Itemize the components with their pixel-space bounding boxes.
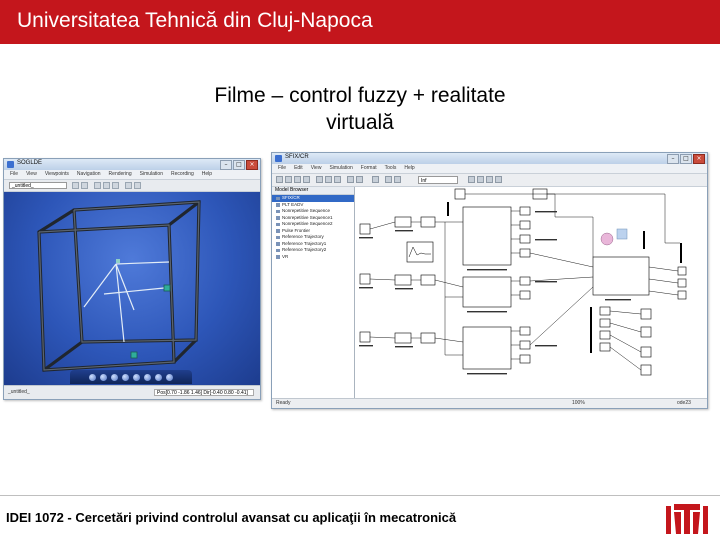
vr-status-left: _untitled_ <box>8 389 30 395</box>
university-logo-icon <box>664 502 710 536</box>
browser-item[interactable]: PLT EADV <box>272 202 354 209</box>
maximize-icon[interactable]: □ <box>680 154 692 164</box>
nav-button-icon[interactable] <box>166 374 173 381</box>
nav-button-icon[interactable] <box>144 374 151 381</box>
browser-item[interactable]: VR <box>272 254 354 261</box>
browser-icon[interactable] <box>495 176 502 183</box>
vr-status-bar <box>4 385 260 399</box>
maximize-icon[interactable]: □ <box>233 160 245 170</box>
menu-help[interactable]: Help <box>201 171 213 177</box>
status-zoom: 100% <box>572 400 585 406</box>
header-title: Universitatea Tehnică din Cluj-Napoca <box>17 9 373 32</box>
stop-icon[interactable] <box>394 176 401 183</box>
menu-simulation[interactable]: Simulation <box>139 171 163 177</box>
slide-title-line2: virtuală <box>326 111 394 134</box>
undo-icon[interactable] <box>347 176 354 183</box>
cut-icon[interactable] <box>316 176 323 183</box>
app-icon <box>275 155 282 162</box>
vr-position-readout: Pos[0.70 -1.86 1.46] Dir[-0.40 0.80 -0.41] <box>154 389 254 396</box>
menu-simulation[interactable]: Simulation <box>329 165 353 171</box>
simulink-title-bar[interactable] <box>272 153 707 164</box>
paste-icon[interactable] <box>334 176 341 183</box>
simulink-window[interactable] <box>271 152 708 409</box>
vr-title-bar[interactable] <box>4 159 260 170</box>
app-icon <box>7 161 14 168</box>
vr-viewer-window[interactable] <box>3 158 261 400</box>
open-icon[interactable] <box>285 176 292 183</box>
menu-view[interactable]: View <box>310 165 322 171</box>
menu-recording[interactable]: Recording <box>170 171 194 177</box>
model-browser[interactable] <box>272 187 355 399</box>
gantry-frame-3d <box>4 192 260 385</box>
menu-viewpoints[interactable]: Viewpoints <box>44 171 69 177</box>
nav-button-icon[interactable] <box>89 374 96 381</box>
simulink-toolbar <box>272 174 707 187</box>
menu-view[interactable]: View <box>26 171 37 177</box>
navigation-panel[interactable] <box>70 370 192 384</box>
rotate-icon[interactable] <box>103 182 110 189</box>
browser-item[interactable]: Reference Trajectory1 <box>272 241 354 248</box>
header-bar <box>0 0 720 44</box>
minimize-icon[interactable]: – <box>667 154 679 164</box>
debug-icon[interactable] <box>477 176 484 183</box>
menu-rendering[interactable]: Rendering <box>108 171 132 177</box>
close-icon[interactable]: × <box>246 160 258 170</box>
nav-button-icon[interactable] <box>111 374 118 381</box>
redo-icon[interactable] <box>356 176 363 183</box>
menu-format[interactable]: Format <box>360 165 377 171</box>
vr-window-title: SOGLDE <box>17 160 43 166</box>
nav-button-icon[interactable] <box>155 374 162 381</box>
simulink-menu-bar <box>272 164 707 174</box>
pan-icon[interactable] <box>112 182 119 189</box>
build-icon[interactable] <box>468 176 475 183</box>
menu-edit[interactable]: Edit <box>294 165 303 171</box>
footer-text: IDEI 1072 - Cercetări privind controlul avansat cu aplicaţii în mecatronică <box>6 510 457 525</box>
nav-button-icon[interactable] <box>122 374 129 381</box>
zoom-icon[interactable] <box>94 182 101 189</box>
model-browser-header: Model Browser <box>272 187 354 195</box>
menu-file[interactable]: File <box>278 165 287 171</box>
snapshot-icon[interactable] <box>134 182 141 189</box>
browser-item[interactable]: Nonrepetitive Sequence <box>272 208 354 215</box>
simulink-window-title: SFIX/CR <box>285 154 309 160</box>
record-icon[interactable] <box>125 182 132 189</box>
simulink-block-diagram <box>355 187 707 399</box>
browser-item[interactable]: Nonrepetitive Sequence2 <box>272 221 354 228</box>
nav-button-icon[interactable] <box>100 374 107 381</box>
explorer-icon[interactable] <box>486 176 493 183</box>
vr-scene[interactable] <box>4 192 260 385</box>
minimize-icon[interactable]: – <box>220 160 232 170</box>
simulink-status-bar <box>272 398 707 408</box>
browser-item[interactable]: SFIX/CR <box>272 195 354 202</box>
close-icon[interactable]: × <box>693 154 705 164</box>
menu-help[interactable]: Help <box>404 165 415 171</box>
status-solver: ode23 <box>677 400 691 406</box>
vr-toolbar <box>4 180 260 192</box>
vr-menu-bar <box>4 170 260 180</box>
browser-item[interactable]: Pulse Frontier <box>272 228 354 235</box>
library-icon[interactable] <box>372 176 379 183</box>
menu-navigation[interactable]: Navigation <box>76 171 101 177</box>
slide-title-line1: Filme – control fuzzy + realitate <box>214 84 506 107</box>
copy-icon[interactable] <box>325 176 332 183</box>
footer-divider <box>0 495 720 496</box>
menu-tools[interactable]: Tools <box>384 165 397 171</box>
nav-button-icon[interactable] <box>133 374 140 381</box>
sim-time-field[interactable]: Inf <box>418 176 458 184</box>
prev-viewpoint-icon[interactable] <box>72 182 79 189</box>
menu-file[interactable]: File <box>10 171 19 177</box>
play-icon[interactable] <box>385 176 392 183</box>
status-ready: Ready <box>276 400 291 406</box>
print-icon[interactable] <box>303 176 310 183</box>
viewpoint-select[interactable]: _untitled_ <box>9 182 67 189</box>
browser-item[interactable]: Reference Trajectory2 <box>272 247 354 254</box>
next-viewpoint-icon[interactable] <box>81 182 88 189</box>
block-diagram-canvas[interactable] <box>355 187 707 399</box>
save-icon[interactable] <box>294 176 301 183</box>
browser-item[interactable]: Nonrepetitive Sequence1 <box>272 215 354 222</box>
browser-item[interactable]: Reference Trajectory <box>272 234 354 241</box>
new-model-icon[interactable] <box>276 176 283 183</box>
slide-title <box>150 82 570 136</box>
